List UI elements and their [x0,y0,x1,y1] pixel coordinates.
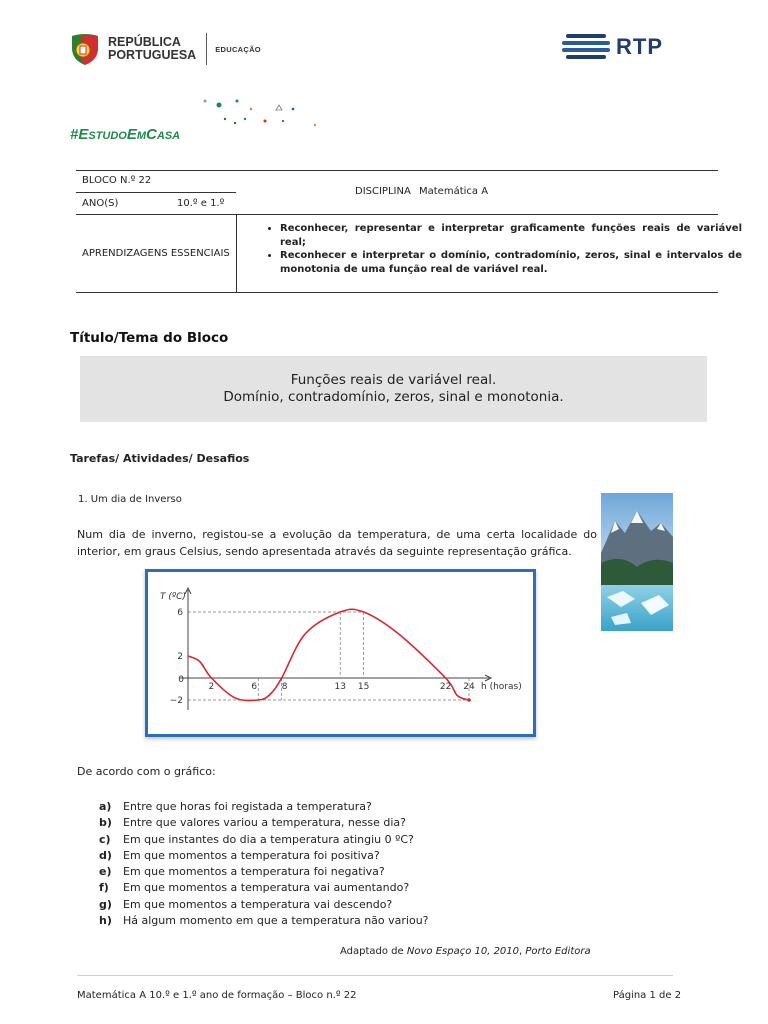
question-text: Em que momentos a temperatura foi positiva? [123,848,380,862]
temperature-chart-frame [145,569,536,737]
republica-portuguesa-logo [68,32,261,66]
tema-box [80,356,707,422]
source-credit: Adaptado de Novo Espaço 10, 2010, Porto Editora [340,946,591,957]
disciplina-label: DISCIPLINA [355,186,411,197]
question-text: Em que momentos a temperatura vai aumentando? [123,881,410,895]
table-row-divider [76,214,718,215]
question-text: Há algum momento em que a temperatura não variou? [123,914,429,928]
disciplina-value: Matemática A [419,186,489,197]
table-row-divider [76,192,236,193]
table-border-top [76,170,718,171]
temperature-chart [148,572,533,734]
question-letter: h) [99,914,112,928]
question-item [99,864,429,880]
y-axis-label: T (ºC) [160,592,186,602]
task-paragraph: Num dia de inverno, registou-se a evolução da temperatura, de uma certa localidade do interior, em graus Celsius, sendo apresentada através da seguinte representação gráfica. [77,528,597,558]
aprendizagem-item: • Reconhecer e interpretar o domínio, contradomínio, zeros, sinal e intervalos de monotonia de uma função real de variável real. [280,249,742,276]
question-text: Entre que horas foi registada a temperatura? [123,800,372,813]
questions-list [99,799,429,929]
aprendizagens-label: APRENDIZAGENS ESSENCIAIS [82,248,230,259]
rtp-wordmark: RTP [616,34,663,59]
anos-value: 10.º e 1.º [177,198,225,209]
question-item [99,913,429,929]
tema-line2: Domínio, contradomínio, zeros, sinal e monotonia. [223,389,564,405]
footer-text: Matemática A 10.º e 1.º ano de formação – Bloco n.º 22 [77,990,357,1001]
temperature-curve [188,609,469,700]
tema-line1: Funções reais de variável real. [290,372,497,388]
curve-endpoint [467,698,471,702]
question-letter: d) [99,848,112,862]
x-tick-label: 13 [334,682,346,692]
x-tick-label: 8 [281,682,288,692]
question-letter: c) [99,832,111,846]
x-tick-label: 2 [208,682,215,692]
question-letter: b) [99,816,112,830]
tarefas-heading: Tarefas/ Atividades/ Desafios [70,452,250,465]
question-text: Em que momentos a temperatura vai descendo? [123,897,393,911]
estudo-em-casa-hashtag: #ESTUDOEMCASA [70,126,181,143]
coat-of-arms-icon [68,32,102,66]
question-letter: a) [99,800,112,813]
x-tick-label: 0 [178,675,184,685]
question-item [99,880,429,896]
question-item [99,799,429,815]
bloco-label: BLOCO N.º 22 [82,175,152,186]
footer-divider [77,975,673,976]
question-letter: f) [99,881,109,895]
republica-line2: PORTUGUESA [108,48,197,62]
header-divider [206,33,207,65]
decorative-dots [195,95,325,135]
anos-label: ANO(S) [82,198,119,209]
question-text: Em que instantes do dia a temperatura atingiu 0 ºC? [123,832,414,846]
republica-line1: REPÚBLICA [108,35,181,49]
section-title-tema: Título/Tema do Bloco [70,330,229,346]
y-tick-label: 6 [177,608,183,618]
question-letter: g) [99,897,112,911]
question-item [99,848,429,864]
question-text: Entre que valores variou a temperatura, nesse dia? [123,816,407,830]
page-number: Página 1 de 2 [613,990,682,1001]
rtp-stripes-icon [562,34,610,60]
x-tick-label: 22 [439,682,452,692]
questions-intro: De acordo com o gráfico: [77,765,216,778]
x-axis-label: h (horas) [481,682,522,692]
table-column-divider [236,214,237,292]
question-text: Em que momentos a temperatura foi negativa? [123,865,385,879]
rtp-logo [562,34,663,60]
x-tick-label: 24 [463,682,475,692]
x-tick-label: 15 [357,682,370,692]
question-letter: e) [99,865,112,879]
aprendizagens-list [258,222,742,276]
y-tick-label: −2 [169,696,183,706]
question-item [99,815,429,831]
question-item [99,897,429,913]
table-border-bottom [76,292,718,293]
task-title: 1. Um dia de Inverso [78,494,182,505]
x-tick-label: 6 [251,682,258,692]
question-item [99,832,429,848]
ministry-label: EDUCAÇÃO [215,44,261,54]
winter-landscape-image [601,493,673,631]
aprendizagem-item: • Reconhecer, representar e interpretar graficamente funções reais de variável real; [280,222,742,249]
y-tick-label: 2 [177,652,183,662]
